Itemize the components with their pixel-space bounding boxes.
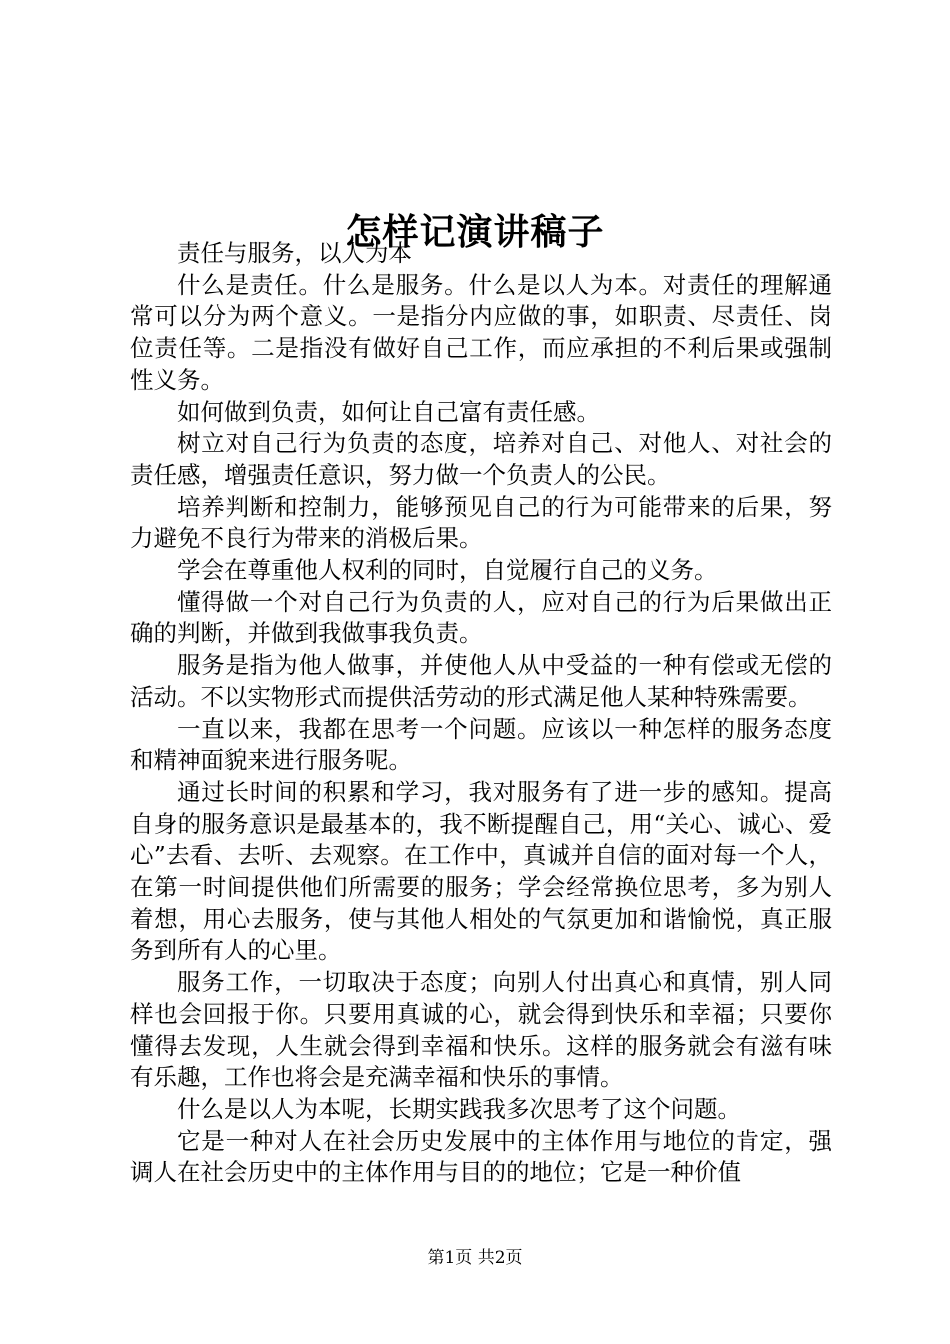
paragraph: 学会在尊重他人权利的同时，自觉履行自己的义务。 <box>177 556 718 585</box>
paragraph: 服务工作，一切取决于态度；向别人付出真心和真情，别人同样也会回报于你。只要用真诚的心，就会得到快乐和幸福；只要你懂得去发现，人生就会得到幸福和快乐。这样的服务就会有滋有味有乐趣，工作也将会是充满幸福和快乐的事情。 <box>130 968 832 1092</box>
paragraph: 一直以来，我都在思考一个问题。应该以一种怎样的服务态度和精神面貌来进行服务呢。 <box>130 714 832 775</box>
paragraph: 懂得做一个对自己行为负责的人，应对自己的行为后果做出正确的判断，并做到我做事我负责。 <box>130 587 832 648</box>
paragraph: 通过长时间的积累和学习，我对服务有了进一步的感知。提高自身的服务意识是最基本的，我不断提醒自己，用“关心、诚心、爱心”去看、去听、去观察。在工作中，真诚并自信的面对每一个人，在第一时间提供他们所需要的服务；学会经常换位思考，多为别人着想，用心去服务，使与其他人相处的气氛更加和谐愉悦，真正服务到所有人的心里。 <box>130 777 832 965</box>
document-title: 怎样记演讲稿子 <box>345 211 605 254</box>
paragraph: 它是一种对人在社会历史发展中的主体作用与地位的肯定，强调人在社会历史中的主体作用与目的的地位；它是一种价值 <box>130 1126 832 1187</box>
paragraph: 责任与服务，以人为本 <box>177 239 412 267</box>
document-body <box>130 238 832 1189</box>
paragraph: 如何做到负责，如何让自己富有责任感。 <box>177 397 600 426</box>
paragraph: 树立对自己行为负责的态度，培养对自己、对他人、对社会的责任感，增强责任意识，努力做一个负责人的公民。 <box>130 429 832 489</box>
page-number-footer: 第1页 共2页 <box>427 1248 523 1268</box>
paragraph: 什么是以人为本呢，长期实践我多次思考了这个问题。 <box>177 1094 741 1123</box>
paragraph: 培养判断和控制力，能够预见自己的行为可能带来的后果，努力避免不良行为带来的消极后果。 <box>130 492 832 553</box>
paragraph: 服务是指为他人做事，并使他人从中受益的一种有偿或无偿的活动。不以实物形式而提供活劳动的形式满足他人某种特殊需要。 <box>130 651 832 711</box>
paragraph: 什么是责任。什么是服务。什么是以人为本。对责任的理解通常可以分为两个意义。一是指分内应做的事，如职责、尽责任、岗位责任等。二是指没有做好自己工作，而应承担的不利后果或强制性义务。 <box>130 270 832 394</box>
